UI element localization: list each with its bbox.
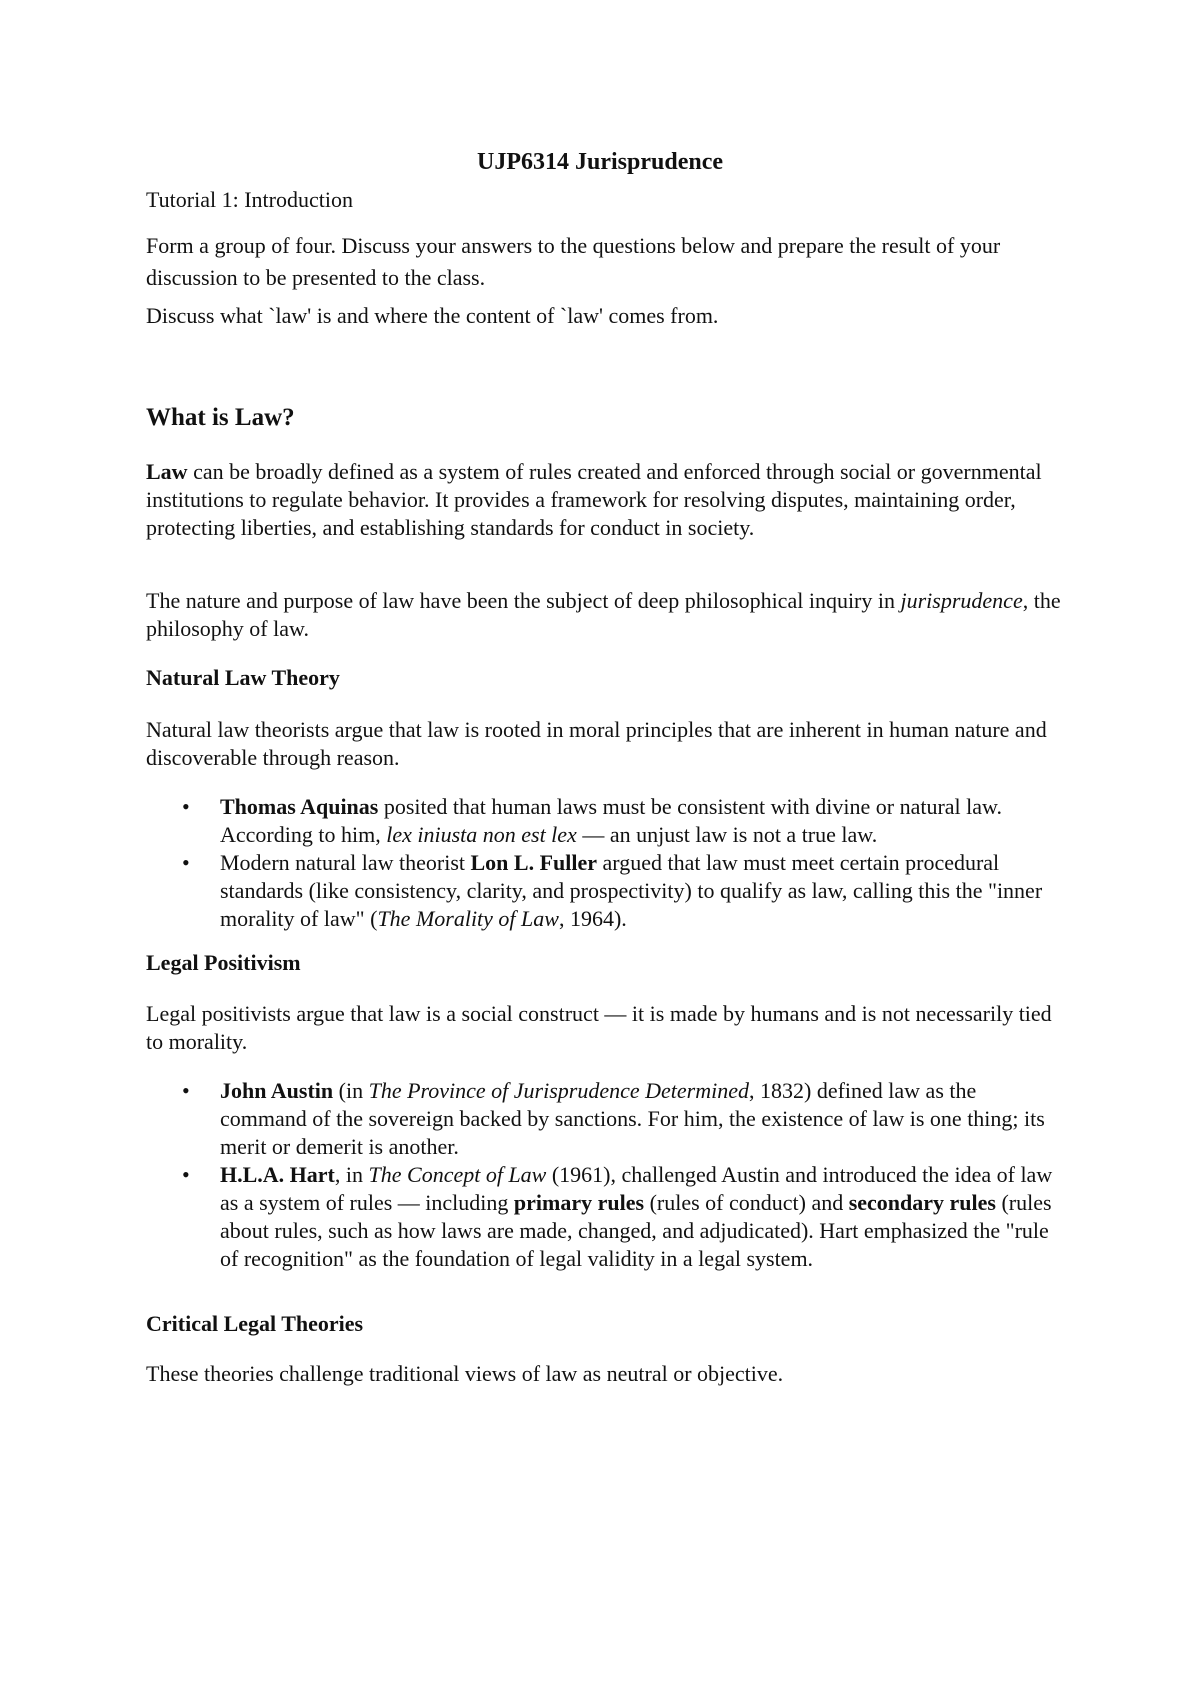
term-law: Law: [146, 459, 188, 484]
law-definition-paragraph: Law can be broadly defined as a system of rules created and enforced through social or governmental institutions to regulate behavior. It provides a framework for resolving disputes, maintaining order, protecting liberties, and establishing standards for conduct in society.: [146, 459, 1042, 540]
section-heading-critical-legal: Critical Legal Theories: [146, 1311, 364, 1336]
section-heading-natural-law: Natural Law Theory: [146, 665, 340, 690]
list-item-fuller: • Modern natural law theorist Lon L. Fuller argued that law must meet certain procedural standards (like consistency, clarity, and prospectivity) to qualify as law, calling this the "inner morality of law" (The Morality of Law, 1964).: [146, 849, 1066, 933]
legal-positivism-intro: Legal positivists argue that law is a social construct — it is made by humans and is not necessarily tied to morality.: [146, 1001, 1052, 1054]
section-heading-what-is-law: What is Law?: [146, 404, 295, 431]
jurisprudence-paragraph: The nature and purpose of law have been the subject of deep philosophical inquiry in jurisprudence, the philosophy of law.: [146, 588, 1061, 641]
legal-positivism-list: [146, 1077, 1066, 1273]
list-item-austin: • John Austin (in The Province of Jurisprudence Determined, 1832) defined law as the command of the sovereign backed by sanctions. For him, the existence of law is one thing; its merit or demerit is another.: [146, 1077, 1066, 1161]
natural-law-intro: Natural law theorists argue that law is rooted in moral principles that are inherent in human nature and discoverable through reason.: [146, 717, 1047, 770]
tutorial-label: Tutorial 1: Introduction: [146, 187, 353, 212]
list-item-aquinas: • Thomas Aquinas posited that human laws must be consistent with divine or natural law. According to him, lex iniusta non est lex — an unjust law is not a true law.: [146, 793, 1066, 849]
term-jurisprudence: jurisprudence: [900, 588, 1023, 613]
discussion-question: Discuss what `law' is and where the content of `law' comes from.: [146, 303, 719, 328]
document-title: UJP6314 Jurisprudence: [477, 149, 723, 175]
list-item-hart: • H.L.A. Hart, in The Concept of Law (1961), challenged Austin and introduced the idea of law as a system of rules — including primary rules (rules of conduct) and secondary rules (rules about rules, such as how laws are made, changed, and adjudicated). Hart emphasized the "rule of recognition" as the foundation of legal validity in a legal system.: [146, 1161, 1066, 1273]
section-heading-legal-positivism: Legal Positivism: [146, 950, 301, 975]
natural-law-list: [146, 793, 1066, 933]
critical-legal-intro: These theories challenge traditional views of law as neutral or objective.: [146, 1361, 784, 1386]
instructions-paragraph: Form a group of four. Discuss your answers to the questions below and prepare the result of your discussion to be presented to the class.: [146, 233, 1001, 290]
